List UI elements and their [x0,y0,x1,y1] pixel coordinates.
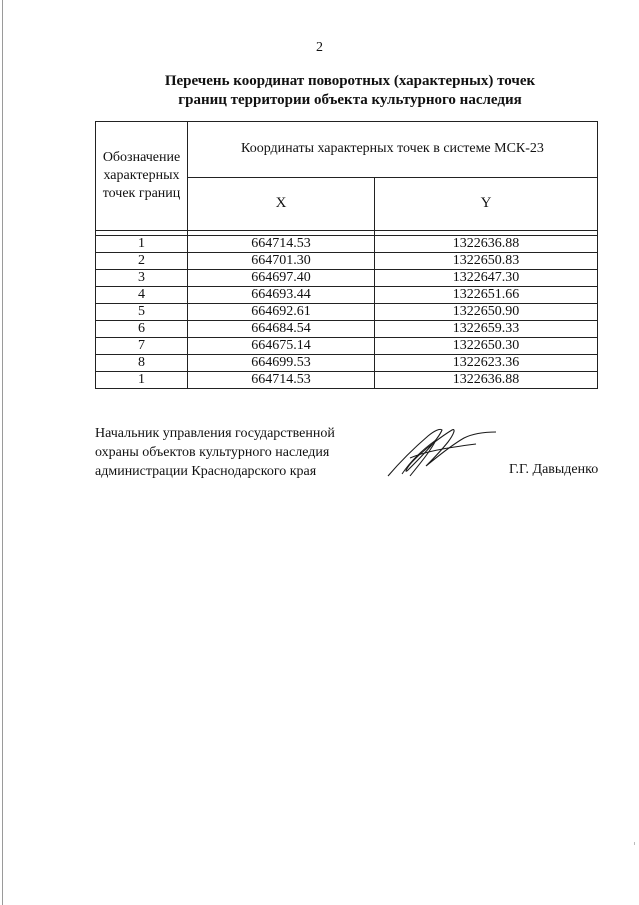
cell-point: 7 [96,338,188,355]
position-line-1: Начальник управления государственной [95,426,335,441]
table-row [96,236,598,253]
scan-mark [634,842,635,845]
cell-x: 664714.53 [188,372,375,389]
handwritten-signature [380,418,500,480]
page-edge [2,0,3,905]
document-title [60,72,639,110]
cell-y: 1322659.33 [375,321,598,338]
cell-x: 664692.61 [188,304,375,321]
table-row [96,253,598,270]
title-line-2: границ территории объекта культурного наследия [178,92,522,108]
cell-y: 1322650.83 [375,253,598,270]
cell-x: 664697.40 [188,270,375,287]
cell-y: 1322636.88 [375,236,598,253]
table-row [96,287,598,304]
cell-y: 1322623.36 [375,355,598,372]
table-row [96,355,598,372]
cell-y: 1322647.30 [375,270,598,287]
cell-point: 1 [96,372,188,389]
position-line-2: охраны объектов культурного наследия [95,445,330,460]
coordinates-table [95,121,598,389]
table-row [96,372,598,389]
header-x: X [188,177,375,231]
title-line-1: Перечень координат поворотных (характерных) точек [164,73,536,89]
cell-y: 1322650.90 [375,304,598,321]
cell-x: 664714.53 [188,236,375,253]
header-coordinate-system: Координаты характерных точек в системе МСК-23 [188,122,598,178]
table-header-row [96,122,598,178]
cell-point: 5 [96,304,188,321]
cell-point: 4 [96,287,188,304]
cell-point: 8 [96,355,188,372]
cell-x: 664693.44 [188,287,375,304]
signatory-position [95,424,335,481]
header-y: Y [375,177,598,231]
cell-x: 664701.30 [188,253,375,270]
cell-x: 664684.54 [188,321,375,338]
cell-y: 1322650.30 [375,338,598,355]
cell-y: 1322636.88 [375,372,598,389]
table-row [96,321,598,338]
cell-x: 664675.14 [188,338,375,355]
cell-point: 6 [96,321,188,338]
header-point-label: Обозначение характерных точек границ [96,122,188,231]
table-row [96,338,598,355]
signatory-name: Г.Г. Давыденко [509,462,599,477]
cell-point: 3 [96,270,188,287]
table-row [96,304,598,321]
cell-y: 1322651.66 [375,287,598,304]
position-line-3: администрации Краснодарского края [95,464,317,479]
cell-point: 2 [96,253,188,270]
table-row [96,270,598,287]
cell-x: 664699.53 [188,355,375,372]
page-number: 2 [316,40,323,55]
cell-point: 1 [96,236,188,253]
